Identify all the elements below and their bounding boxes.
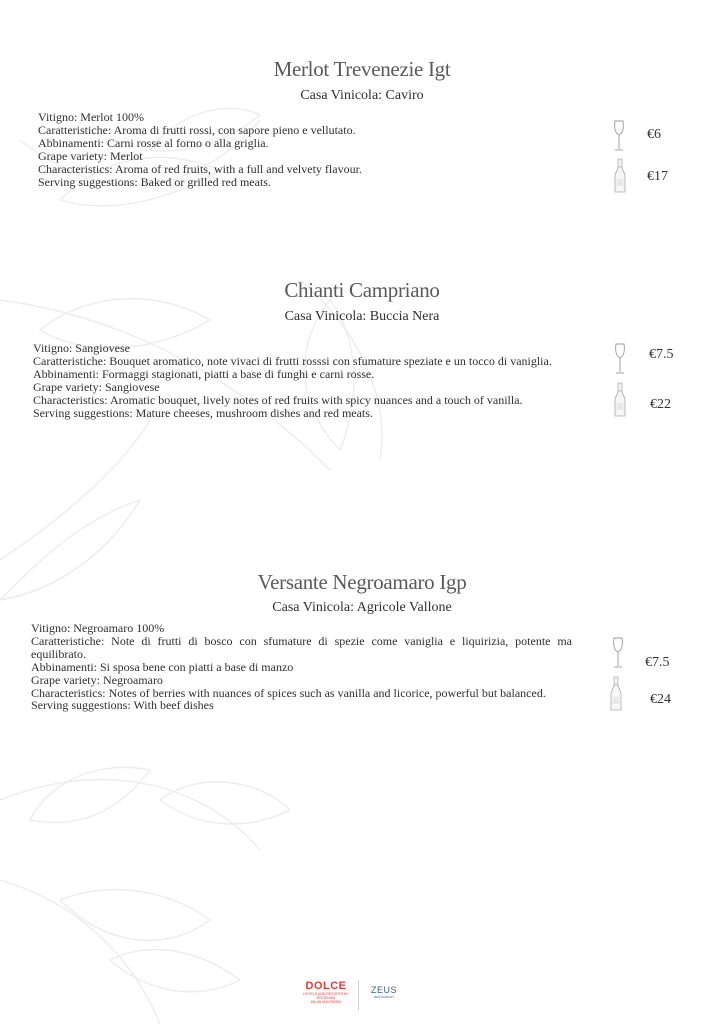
glass-price: €7.5 [645,655,670,670]
description-line: Abbinamenti: Formaggi stagionati, piatti a base di funghi e carni rosse. [33,366,375,381]
dolce-logo [303,981,349,1004]
bottle-price: €17 [647,169,668,184]
description-line: Caratteristiche: Note di frutti di bosco con sfumature di spezie come vaniglia e liquirizia, potente ma equilibrato. [31,633,572,661]
description-line: Vitigno: Sangiovese [33,341,130,355]
wine-house: Casa Vinicola: Agricole Vallone [272,600,452,615]
description-line: Grape variety: Negroamaro [31,672,163,687]
description-line: Grape variety: Merlot [38,148,143,163]
zeus-logo-text: ZEUS [370,985,397,995]
description-line: Grape variety: Sangiovese [33,379,160,394]
description-line: Vitigno: Negroamaro 100% [31,621,165,635]
description-line: Characteristics: Aromatic bouquet, lively notes of red fruits with spicy nuances and a touch of vanilla. [33,392,523,407]
wine-bottle-icon [608,676,624,712]
description-line: Serving suggestions: Baked or grilled red meats. [38,174,271,189]
dolce-logo-text: DOLCE [305,980,347,992]
glass-price: €7.5 [649,347,674,362]
wine-description [31,622,572,712]
description-line: Serving suggestions: Mature cheeses, mushroom dishes and red meats. [33,405,373,420]
dolce-logo-subtitle: HOTELS AND RESORTS BY WYNDHAM [303,992,349,1000]
description-line: Vitigno: Merlot 100% [38,110,144,124]
wine-glass-icon [612,120,626,152]
description-line: Serving suggestions: With beef dishes [31,698,214,713]
description-line: Abbinamenti: Si sposa bene con piatti a base di manzo [31,659,294,674]
zeus-logo-subtitle: RESTAURANT [373,995,395,999]
wine-title: Merlot Trevenezie Igt [273,57,451,81]
bottle-price: €22 [650,397,671,412]
wine-title: Chianti Campriano [284,278,440,302]
description-line: Characteristics: Aroma of red fruits, with a full and velvety flavour. [38,161,362,176]
wine-bottle-icon [612,158,628,194]
wine-title: Versante Negroamaro Igp [257,570,467,594]
wine-bottle-icon [612,382,628,418]
wine-house: Casa Vinicola: Caviro [300,88,424,103]
wine-description [33,342,576,419]
description-line: Caratteristiche: Bouquet aromatico, note vivaci di frutti rosssi con sfumature speziate e un tocco di vaniglia. [33,353,552,368]
logo-divider [358,980,359,1010]
description-line: Characteristics: Notes of berries with nuances of spices such as vanilla and licorice, powerful but balanced. [31,685,546,700]
zeus-logo [368,985,400,999]
wine-glass-icon [613,343,627,375]
description-line: Caratteristiche: Aroma di frutti rossi, con sapore pieno e vellutato. [38,122,356,137]
description-line: Abbinamenti: Carni rosse al forno o alla griglia. [38,135,269,150]
bottle-price: €24 [650,692,671,707]
wine-description [38,111,578,188]
wine-house: Casa Vinicola: Buccia Nera [284,309,440,324]
dolce-logo-location: MILAN MALPENSA [310,1000,342,1004]
wine-glass-icon [611,637,625,669]
glass-price: €6 [647,127,661,142]
